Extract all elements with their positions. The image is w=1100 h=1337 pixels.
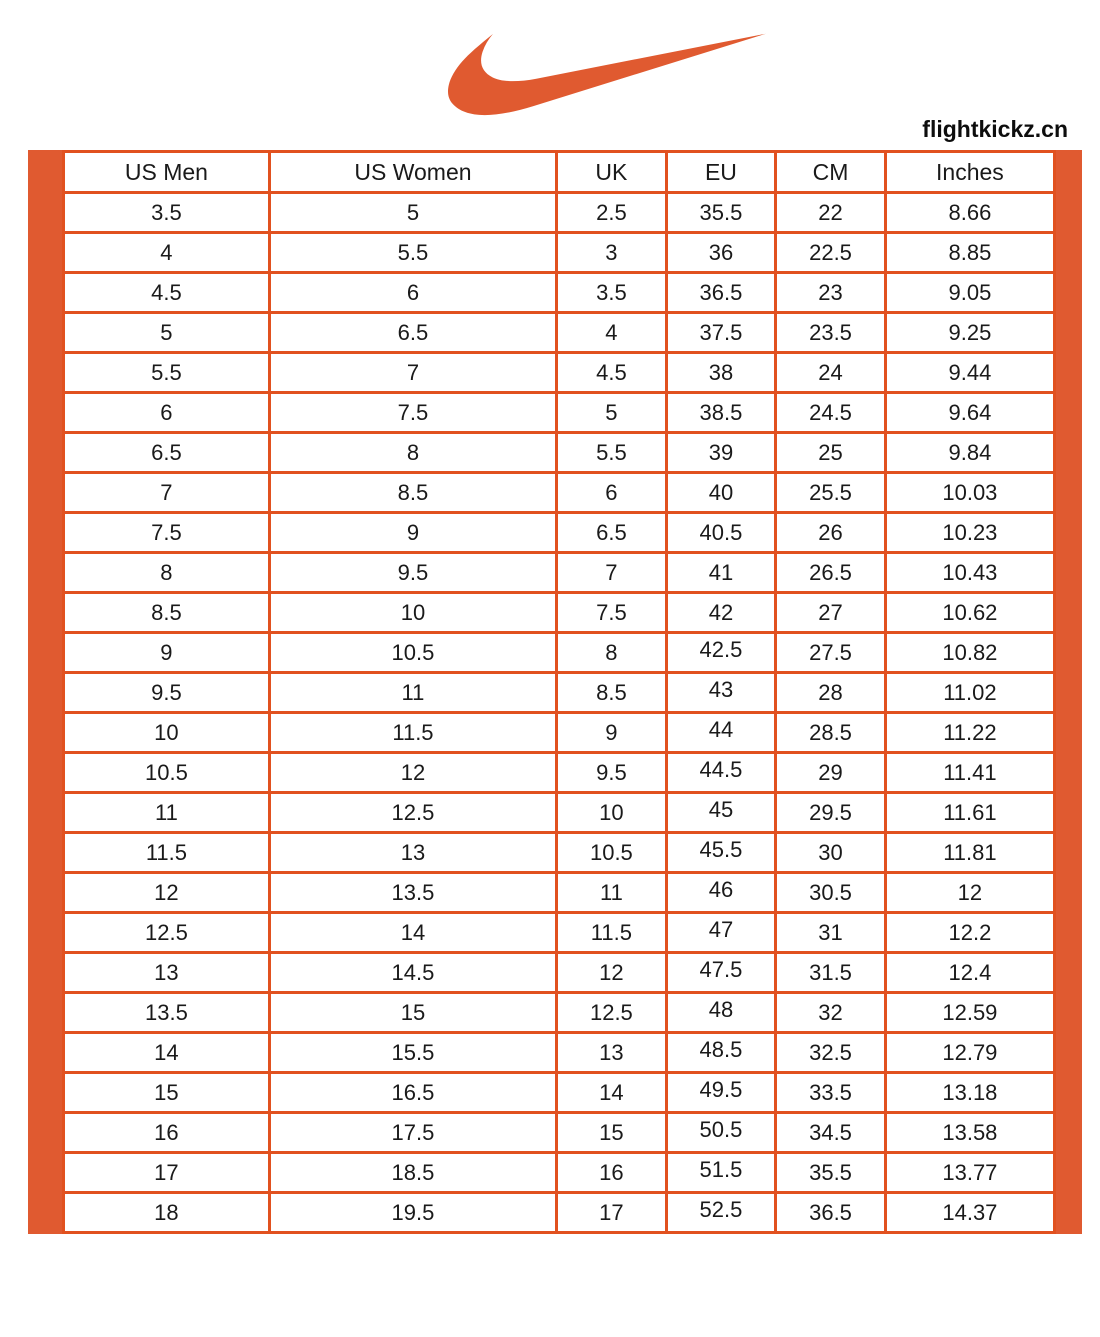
table-cell: 49.5 <box>666 1073 776 1113</box>
table-cell: 17 <box>64 1153 270 1193</box>
table-cell: 8 <box>64 553 270 593</box>
table-cell: 4.5 <box>557 353 667 393</box>
table-cell: 23 <box>776 273 886 313</box>
table-cell: 4 <box>557 313 667 353</box>
table-cell: 30.5 <box>776 873 886 913</box>
table-cell: 36.5 <box>776 1193 886 1233</box>
table-cell: 5.5 <box>557 433 667 473</box>
table-cell: 19.5 <box>269 1193 556 1233</box>
table-cell: 47.5 <box>666 953 776 993</box>
table-row <box>64 353 1055 393</box>
table-cell: 9.84 <box>885 433 1054 473</box>
table-cell: 8.5 <box>557 673 667 713</box>
table-cell: 12 <box>64 873 270 913</box>
table-cell: 13 <box>557 1033 667 1073</box>
table-cell: 12.5 <box>269 793 556 833</box>
table-cell: 29 <box>776 753 886 793</box>
table-cell: 12 <box>269 753 556 793</box>
table-cell: 37.5 <box>666 313 776 353</box>
table-cell: 29.5 <box>776 793 886 833</box>
table-cell: 24 <box>776 353 886 393</box>
table-row <box>64 313 1055 353</box>
table-cell: 30 <box>776 833 886 873</box>
table-cell: 5.5 <box>269 233 556 273</box>
table-cell: 12.5 <box>64 913 270 953</box>
table-cell: 4.5 <box>64 273 270 313</box>
table-cell: 14 <box>269 913 556 953</box>
table-row <box>64 953 1055 993</box>
column-header: US Women <box>269 152 556 193</box>
table-cell: 8 <box>557 633 667 673</box>
table-cell: 7 <box>269 353 556 393</box>
page-header <box>0 0 1100 150</box>
table-cell: 8.5 <box>64 593 270 633</box>
table-row <box>64 1073 1055 1113</box>
table-cell: 26 <box>776 513 886 553</box>
nike-swoosh-icon <box>448 24 766 117</box>
table-cell: 10 <box>269 593 556 633</box>
table-row <box>64 1033 1055 1073</box>
table-cell: 7.5 <box>269 393 556 433</box>
table-cell: 12.2 <box>885 913 1054 953</box>
table-cell: 6 <box>269 273 556 313</box>
table-cell: 11.61 <box>885 793 1054 833</box>
table-cell: 6 <box>64 393 270 433</box>
table-cell: 7.5 <box>64 513 270 553</box>
table-cell: 36.5 <box>666 273 776 313</box>
table-row <box>64 593 1055 633</box>
right-accent-bar <box>1056 150 1082 1234</box>
table-row <box>64 793 1055 833</box>
table-cell: 8.5 <box>269 473 556 513</box>
table-cell: 40 <box>666 473 776 513</box>
table-cell: 51.5 <box>666 1153 776 1193</box>
table-row <box>64 513 1055 553</box>
table-cell: 11.02 <box>885 673 1054 713</box>
table-cell: 10.5 <box>64 753 270 793</box>
table-cell: 36 <box>666 233 776 273</box>
table-cell: 25.5 <box>776 473 886 513</box>
table-cell: 7 <box>64 473 270 513</box>
table-cell: 5.5 <box>64 353 270 393</box>
table-cell: 13 <box>269 833 556 873</box>
table-cell: 9.5 <box>64 673 270 713</box>
table-cell: 18 <box>64 1193 270 1233</box>
table-cell: 43 <box>666 673 776 713</box>
table-cell: 40.5 <box>666 513 776 553</box>
table-row <box>64 233 1055 273</box>
table-cell: 15 <box>64 1073 270 1113</box>
table-cell: 23.5 <box>776 313 886 353</box>
table-row <box>64 633 1055 673</box>
table-cell: 10 <box>64 713 270 753</box>
table-cell: 8.85 <box>885 233 1054 273</box>
table-cell: 13.77 <box>885 1153 1054 1193</box>
table-cell: 13 <box>64 953 270 993</box>
table-row <box>64 1113 1055 1153</box>
table-cell: 12.4 <box>885 953 1054 993</box>
table-cell: 2.5 <box>557 193 667 233</box>
table-cell: 3 <box>557 233 667 273</box>
table-cell: 9.05 <box>885 273 1054 313</box>
table-cell: 16 <box>64 1113 270 1153</box>
table-cell: 12.5 <box>557 993 667 1033</box>
table-cell: 48 <box>666 993 776 1033</box>
table-cell: 12.59 <box>885 993 1054 1033</box>
table-cell: 11.5 <box>269 713 556 753</box>
size-conversion-table <box>62 150 1056 1234</box>
table-row <box>64 273 1055 313</box>
table-cell: 5 <box>269 193 556 233</box>
table-cell: 13.18 <box>885 1073 1054 1113</box>
table-cell: 12.79 <box>885 1033 1054 1073</box>
table-cell: 45.5 <box>666 833 776 873</box>
table-cell: 44.5 <box>666 753 776 793</box>
table-cell: 9.44 <box>885 353 1054 393</box>
table-row <box>64 473 1055 513</box>
table-cell: 13.5 <box>269 873 556 913</box>
table-cell: 13.58 <box>885 1113 1054 1153</box>
table-cell: 18.5 <box>269 1153 556 1193</box>
table-cell: 31.5 <box>776 953 886 993</box>
table-cell: 6.5 <box>557 513 667 553</box>
table-cell: 26.5 <box>776 553 886 593</box>
table-cell: 3.5 <box>557 273 667 313</box>
table-cell: 42.5 <box>666 633 776 673</box>
size-chart <box>28 150 1082 1234</box>
table-cell: 33.5 <box>776 1073 886 1113</box>
table-cell: 9.5 <box>557 753 667 793</box>
table-cell: 11 <box>64 793 270 833</box>
table-cell: 22.5 <box>776 233 886 273</box>
table-cell: 11.5 <box>64 833 270 873</box>
table-cell: 8.66 <box>885 193 1054 233</box>
column-header: US Men <box>64 152 270 193</box>
table-cell: 11 <box>557 873 667 913</box>
table-cell: 38 <box>666 353 776 393</box>
table-cell: 6.5 <box>64 433 270 473</box>
table-cell: 14.37 <box>885 1193 1054 1233</box>
table-cell: 11.22 <box>885 713 1054 753</box>
table-cell: 11.5 <box>557 913 667 953</box>
table-cell: 9.64 <box>885 393 1054 433</box>
table-row <box>64 553 1055 593</box>
table-cell: 9 <box>269 513 556 553</box>
table-cell: 46 <box>666 873 776 913</box>
table-cell: 6.5 <box>269 313 556 353</box>
table-cell: 5 <box>557 393 667 433</box>
table-cell: 6 <box>557 473 667 513</box>
table-row <box>64 753 1055 793</box>
table-cell: 27 <box>776 593 886 633</box>
column-header: CM <box>776 152 886 193</box>
table-cell: 9 <box>557 713 667 753</box>
table-cell: 7.5 <box>557 593 667 633</box>
table-cell: 9.5 <box>269 553 556 593</box>
table-cell: 4 <box>64 233 270 273</box>
table-cell: 10.82 <box>885 633 1054 673</box>
table-row <box>64 1153 1055 1193</box>
table-cell: 10.23 <box>885 513 1054 553</box>
table-cell: 15 <box>269 993 556 1033</box>
table-cell: 44 <box>666 713 776 753</box>
table-cell: 42 <box>666 593 776 633</box>
table-row <box>64 1193 1055 1233</box>
table-cell: 14.5 <box>269 953 556 993</box>
left-accent-bar <box>28 150 62 1234</box>
table-row <box>64 833 1055 873</box>
table-row <box>64 873 1055 913</box>
table-cell: 45 <box>666 793 776 833</box>
table-row <box>64 713 1055 753</box>
table-cell: 34.5 <box>776 1113 886 1153</box>
table-cell: 9.25 <box>885 313 1054 353</box>
table-cell: 35.5 <box>666 193 776 233</box>
site-name: flightkickz.cn <box>922 116 1068 142</box>
table-cell: 50.5 <box>666 1113 776 1153</box>
table-cell: 15 <box>557 1113 667 1153</box>
column-header: EU <box>666 152 776 193</box>
table-cell: 32.5 <box>776 1033 886 1073</box>
table-cell: 39 <box>666 433 776 473</box>
table-cell: 31 <box>776 913 886 953</box>
table-cell: 7 <box>557 553 667 593</box>
table-cell: 12 <box>885 873 1054 913</box>
table-cell: 12 <box>557 953 667 993</box>
table-row <box>64 913 1055 953</box>
table-cell: 11.41 <box>885 753 1054 793</box>
table-cell: 52.5 <box>666 1193 776 1233</box>
table-cell: 14 <box>557 1073 667 1113</box>
table-cell: 17 <box>557 1193 667 1233</box>
table-cell: 28.5 <box>776 713 886 753</box>
table-cell: 27.5 <box>776 633 886 673</box>
table-cell: 10.43 <box>885 553 1054 593</box>
table-cell: 8 <box>269 433 556 473</box>
table-cell: 35.5 <box>776 1153 886 1193</box>
table-cell: 17.5 <box>269 1113 556 1153</box>
table-row <box>64 193 1055 233</box>
table-cell: 10 <box>557 793 667 833</box>
table-cell: 9 <box>64 633 270 673</box>
table-cell: 10.62 <box>885 593 1054 633</box>
table-cell: 16.5 <box>269 1073 556 1113</box>
table-row <box>64 993 1055 1033</box>
table-row <box>64 673 1055 713</box>
header-row <box>64 152 1055 193</box>
table-cell: 47 <box>666 913 776 953</box>
table-cell: 48.5 <box>666 1033 776 1073</box>
table-cell: 11 <box>269 673 556 713</box>
table-row <box>64 393 1055 433</box>
table-cell: 41 <box>666 553 776 593</box>
table-cell: 10.03 <box>885 473 1054 513</box>
table-cell: 38.5 <box>666 393 776 433</box>
table-cell: 25 <box>776 433 886 473</box>
table-cell: 5 <box>64 313 270 353</box>
table-cell: 32 <box>776 993 886 1033</box>
table-cell: 13.5 <box>64 993 270 1033</box>
table-cell: 28 <box>776 673 886 713</box>
table-cell: 16 <box>557 1153 667 1193</box>
table-cell: 15.5 <box>269 1033 556 1073</box>
column-header: Inches <box>885 152 1054 193</box>
table-cell: 24.5 <box>776 393 886 433</box>
table-row <box>64 433 1055 473</box>
table-cell: 11.81 <box>885 833 1054 873</box>
table-cell: 10.5 <box>557 833 667 873</box>
table-cell: 10.5 <box>269 633 556 673</box>
table-cell: 3.5 <box>64 193 270 233</box>
table-cell: 22 <box>776 193 886 233</box>
column-header: UK <box>557 152 667 193</box>
table-cell: 14 <box>64 1033 270 1073</box>
